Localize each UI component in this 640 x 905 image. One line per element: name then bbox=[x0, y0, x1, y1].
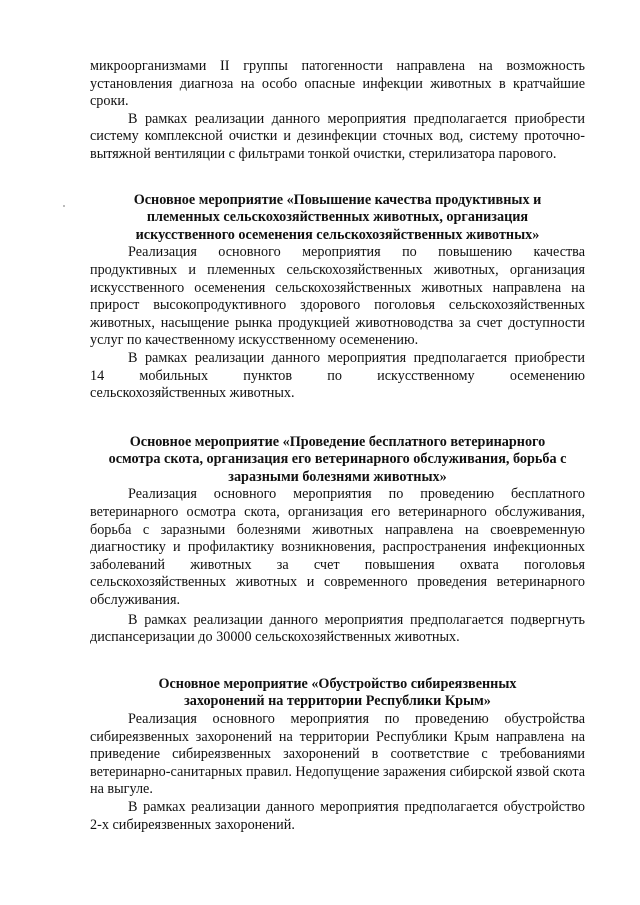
section-heading-line: племенных сельскохозяйственных животных, организация bbox=[146, 209, 529, 226]
scan-speck bbox=[63, 205, 65, 207]
section-measure-line: 14 мобильных пунктов по искусственному осеменению bbox=[90, 367, 585, 384]
intro-line: микроорганизмами II группы патогенности направлена на возможность bbox=[90, 58, 585, 74]
section-body-paragraph: Реализация основного мероприятия по проведению обустройства сибиреязвенных захоронений на территории Республики Крым направлена на приведение сибиреязвенных захоронений в соответствие с требованиями ветеринарно-санитарных правил. Недопущение заражения сибирской язвой скота на выгуле. bbox=[90, 711, 585, 798]
document-page bbox=[90, 58, 585, 834]
section-heading bbox=[90, 434, 585, 487]
intro-measure-paragraph: В рамках реализации данного мероприятия предполагается приобрести систему комплексной очистки и дезинфекции сточных вод, систему проточно-вытяжной вентиляции с фильтрами тонкой очистки, стерилизатора парового. bbox=[90, 110, 585, 162]
section-heading-line: захоронений на территории Республики Крым» bbox=[184, 693, 491, 710]
section-measure-paragraph: В рамках реализации данного мероприятия предполагается обустройство 2-х сибиреязвенных захоронений. bbox=[90, 798, 585, 833]
section-body-paragraph: Реализация основного мероприятия по проведению бесплатного ветеринарного осмотра скота, организация его ветеринарного обслуживания, борьба с заразными болезнями животных направлена на своевременную диагностику и профилактику возникновения, распространения инфекционных заболеваний животных за счет повышения охвата поголовья сельскохозяйственных животных и современного проведения ветеринарного обслуживания. bbox=[90, 486, 585, 609]
section-measure-line: сельскохозяйственных животных. bbox=[90, 385, 295, 402]
section-heading-line: Основное мероприятие «Повышение качества продуктивных и bbox=[133, 191, 542, 208]
section-measure-line: В рамках реализации данного мероприятия предполагается приобрести bbox=[128, 349, 585, 366]
section-heading-line: Основное мероприятие «Обустройство сибиреязвенных bbox=[158, 675, 517, 692]
section-heading-line: осмотра скота, организация его ветеринарного обслуживания, борьба с bbox=[108, 451, 567, 468]
section-heading-line: искусственного осеменения сельскохозяйственных животных» bbox=[135, 226, 540, 243]
intro-line: установления диагноза на особо опасные инфекции животных в кратчайшие bbox=[90, 75, 585, 92]
section-heading-line: заразными болезнями животных» bbox=[228, 468, 447, 485]
section-heading-line: Основное мероприятие «Проведение бесплатного ветеринарного bbox=[129, 433, 546, 450]
section-body-paragraph: Реализация основного мероприятия по повышению качества продуктивных и племенных сельскохозяйственных животных, организация искусственного осеменения сельскохозяйственных животных направлена на прирост высокопродуктивного здорового поголовья сельскохозяйственных животных, насыщение рынка продукцией животноводства за счет доступности услуг по качественному искусственному осеменению. bbox=[90, 244, 585, 349]
section-measure-paragraph: В рамках реализации данного мероприятия предполагается подвергнуть диспансеризации до 30000 сельскохозяйственных животных. bbox=[90, 611, 585, 646]
section-heading bbox=[90, 192, 585, 245]
intro-line: сроки. bbox=[90, 93, 129, 110]
section-heading bbox=[90, 676, 585, 711]
